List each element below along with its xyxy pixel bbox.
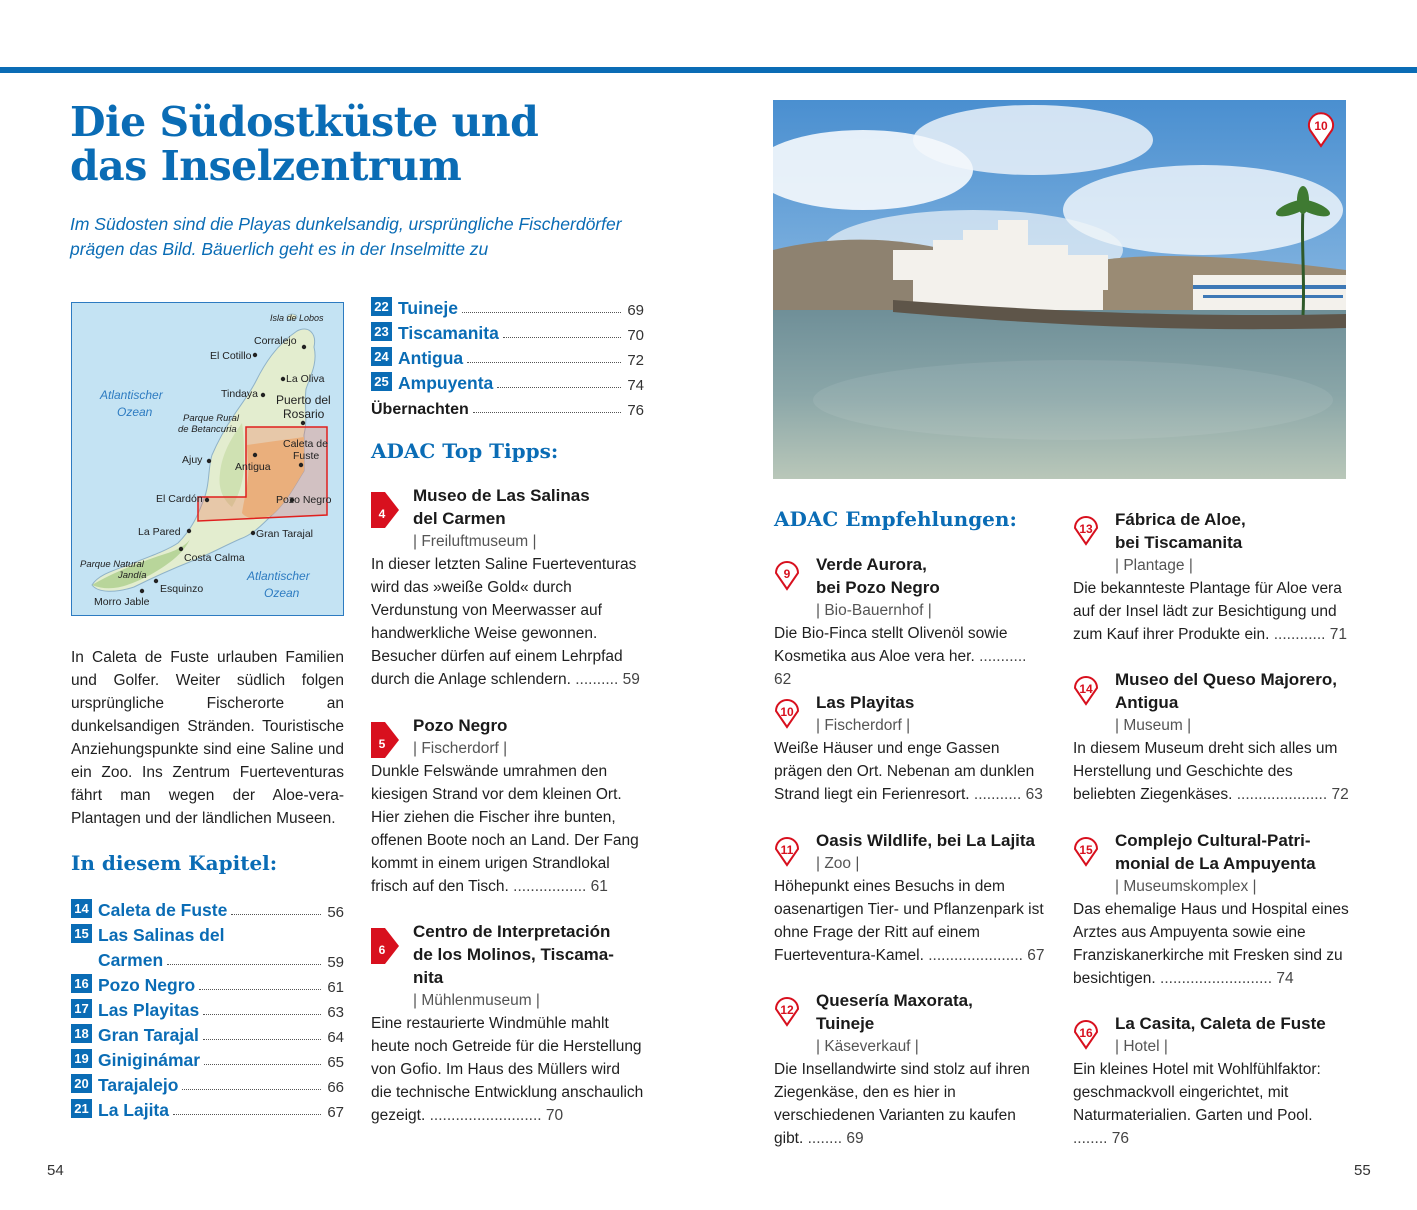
map-pin-icon [1073, 1016, 1099, 1050]
toc-number: 23 [371, 322, 392, 341]
pin-number: 14 [1079, 682, 1093, 696]
chapter-title-line2: das Inselzentrum [70, 142, 462, 190]
top-tipp-arrow-icon [371, 492, 399, 528]
map-pin-icon [1073, 672, 1099, 706]
empfehlung-text: Weiße Häuser und enge Gassen prägen den Ort. Nebenan am dunklen Strand liegt ein Ferienresort. ........... 63 [774, 740, 1043, 803]
top-tipp-number: 5 [378, 737, 386, 751]
toc-entry-uebernachten[interactable] [371, 394, 644, 419]
page-reference: ........ 69 [807, 1130, 864, 1147]
empfehlung-category: | Museumskomplex | [1115, 878, 1257, 895]
map-label-puerto-del-rosario-1: Puerto del [276, 393, 331, 407]
pin-number: 15 [1079, 843, 1093, 857]
toc-leader [497, 387, 621, 388]
top-tipp-item[interactable] [371, 920, 644, 1127]
toc-label: Tarajalejo [98, 1075, 179, 1095]
empfehlung-item[interactable] [774, 829, 1047, 967]
toc-label: Tiscamanita [398, 323, 499, 343]
toc-number: 24 [371, 347, 392, 366]
map-label-atlantischer-west: Atlantischer [100, 388, 163, 402]
pin-number: 16 [1079, 1026, 1093, 1040]
toc-label: Carmen [98, 950, 164, 970]
empfehlung-text: Ein kleines Hotel mit Wohlfühlfaktor: geschmackvoll eingerichtet, mit Naturmaterialien. Garten und Pool. ........ 76 [1073, 1061, 1321, 1147]
top-tipp-title: 6 Centro de Interpretación de los Molinos, Tiscama- nita [371, 920, 644, 989]
empfehlung-item[interactable] [774, 989, 1047, 1150]
chapter-toc-continued [371, 294, 644, 419]
page-reference: ........ 76 [1073, 1130, 1130, 1147]
toc-page: 63 [327, 1004, 344, 1021]
empfehlung-text: Höhepunkt eines Besuchs in dem oasenartigen Tier- und Pflanzenpark ist ohne Frage der Ritt auf einem Fuerteventura-Kamel. ...................... 67 [774, 878, 1045, 964]
top-tipp-arrow-icon [371, 928, 399, 964]
toc-leader [167, 964, 321, 965]
toc-page: 70 [627, 327, 644, 344]
top-tipp-text: Dunkle Felswände umrahmen den kiesigen Strand vor dem kleinen Ort. Hier ziehen die Fischer ihre bunten, offenen Boote noch an Land. Der Fang kommt in einem urigen Strandlokal frisch auf den Tisch. ................. 61 [371, 763, 639, 895]
toc-entry[interactable] [71, 1046, 344, 1071]
map-pin-icon [774, 557, 800, 591]
toc-leader [203, 1014, 321, 1015]
page-reference: .......... 59 [575, 671, 640, 688]
toc-number: 21 [71, 1099, 92, 1118]
page-number-left: 54 [47, 1162, 64, 1179]
pin-number: 13 [1079, 522, 1093, 536]
top-tipp-arrow-icon [371, 722, 399, 758]
toc-label: Giniginámar [98, 1050, 201, 1070]
toc-label: Caleta de Fuste [98, 900, 228, 920]
toc-leader [182, 1089, 321, 1090]
toc-label: Las Playitas [98, 1000, 200, 1020]
toc-label: Tuineje [398, 298, 458, 318]
toc-entry-continued[interactable] [71, 946, 344, 971]
empfehlung-category: | Käseverkauf | [816, 1038, 919, 1055]
toc-entry[interactable] [71, 1096, 344, 1121]
toc-label: Gran Tarajal [98, 1025, 199, 1045]
toc-leader [462, 312, 621, 313]
map-label-morro-jable: Morro Jable [94, 596, 150, 608]
top-tipp-item[interactable] [371, 484, 644, 691]
page-number-right: 55 [1354, 1162, 1371, 1179]
map-pin-icon [1307, 112, 1335, 148]
chapter-lead: Im Südosten sind die Playas dunkelsandig, ursprüngliche Fischerdörfer prägen das Bild. Bäuerlich geht es in der Inselmitte zu [70, 214, 622, 259]
toc-entry[interactable] [71, 1071, 344, 1096]
toc-number: 14 [71, 899, 92, 918]
empfehlung-category: | Museum | [1115, 717, 1192, 734]
map-label-parque-natural-2: Jandía [118, 570, 147, 581]
top-tipp-text: Eine restaurierte Windmühle mahlt heute noch Getreide für die Herstellung von Gofio. Im Haus des Müllers wird die technische Entwicklung anschaulich gezeigt. .......................... 70 [371, 1015, 644, 1124]
toc-entry[interactable] [71, 996, 344, 1021]
toc-entry[interactable] [71, 921, 344, 946]
top-tipp-category: | Freiluftmuseum | [413, 533, 537, 550]
empfehlung-item[interactable] [1073, 508, 1349, 646]
map-label-caleta-2: Fuste [293, 450, 320, 462]
las-playitas-photo [773, 100, 1346, 479]
map-label-parque-rural-2: de Betancuria [178, 424, 237, 435]
map-label-parque-rural-1: Parque Rural [183, 413, 239, 424]
toc-label: Ampuyenta [398, 373, 494, 393]
toc-page: 66 [327, 1079, 344, 1096]
map-label-puerto-del-rosario-2: Rosario [283, 407, 325, 421]
photo-pin-number: 10 [1314, 119, 1328, 133]
map-label-atlantischer-east: Atlantischer [247, 569, 310, 583]
toc-leader [203, 1039, 321, 1040]
empfehlung-text: Die bekannteste Plantage für Aloe vera auf der Insel lädt zur Besichtigung und zum Kauf ihrer Produkte ein. ............ 71 [1073, 580, 1347, 643]
map-pin-icon [774, 833, 800, 867]
map-pin-icon [1073, 833, 1099, 867]
toc-leader [231, 914, 321, 915]
toc-page: 56 [327, 904, 344, 921]
toc-page: 65 [327, 1054, 344, 1071]
toc-number: 15 [71, 924, 92, 943]
page-reference: ..................... 72 [1236, 786, 1349, 803]
top-tipp-title: 5 Pozo Negro [371, 714, 644, 737]
empfehlung-title: 14 Museo del Queso Majorero, Antigua [1073, 668, 1349, 714]
toc-number: 19 [71, 1049, 92, 1068]
empfehlung-item[interactable] [1073, 829, 1349, 990]
toc-number: 20 [71, 1074, 92, 1093]
empfehlung-category: | Fischerdorf | [816, 717, 911, 734]
page-reference: ...................... 67 [928, 947, 1045, 964]
empfehlung-title: 15 Complejo Cultural-Patri- monial de La Ampuyenta [1073, 829, 1349, 875]
page-reference: .......................... 74 [1160, 970, 1294, 987]
empfehlung-title: 9 Verde Aurora, bei Pozo Negro [774, 553, 1047, 599]
top-tipp-category: | Mühlenmuseum | [413, 992, 540, 1009]
empfehlung-item[interactable] [1073, 1012, 1349, 1150]
empfehlung-title: 13 Fábrica de Aloe, bei Tiscamanita [1073, 508, 1349, 554]
toc-entry[interactable] [371, 369, 644, 394]
map-label-caleta-1: Caleta de [283, 438, 328, 450]
empfehlung-item[interactable] [774, 691, 1047, 806]
top-tipp-category: | Fischerdorf | [413, 740, 508, 757]
map-label-ozean-west: Ozean [117, 405, 153, 419]
map-label-pozo-negro: Pozo Negro [276, 494, 332, 506]
map-label-tindaya: Tindaya [221, 388, 258, 400]
empfehlung-category: | Hotel | [1115, 1038, 1168, 1055]
empfehlung-text: Die Insellandwirte sind stolz auf ihren Ziegenkäse, den es hier in verschiedenen Varianten zu kaufen gibt. ........ 69 [774, 1061, 1030, 1147]
chapter-toc [71, 896, 344, 1121]
map-label-ajuy: Ajuy [182, 454, 203, 466]
toc-leader [473, 412, 622, 413]
toc-page: 69 [627, 302, 644, 319]
map-label-esquinzo: Esquinzo [160, 583, 204, 595]
page-reference: ............ 71 [1273, 626, 1347, 643]
toc-leader [199, 989, 321, 990]
empfehlung-title: 10 Las Playitas [774, 691, 1047, 714]
empfehlung-text: In diesem Museum dreht sich alles um Herstellung und Geschichte des beliebten Ziegenkäses. ..................... 72 [1073, 740, 1349, 803]
map-label-el-cardon: El Cardón [156, 493, 203, 505]
map-label-la-pared: La Pared [138, 526, 181, 538]
toc-leader [204, 1064, 321, 1065]
toc-leader [503, 337, 621, 338]
empfehlung-title: 11 Oasis Wildlife, bei La Lajita [774, 829, 1047, 852]
map-label-antigua: Antigua [235, 461, 271, 473]
page-reference: ........... 63 [973, 786, 1043, 803]
toc-page: 59 [327, 954, 344, 971]
toc-label: Pozo Negro [98, 975, 196, 995]
toc-entry[interactable] [71, 1021, 344, 1046]
map-label-la-oliva: La Oliva [286, 373, 325, 385]
toc-entry[interactable] [371, 319, 644, 344]
page-reference: .......................... 70 [429, 1107, 564, 1124]
toc-entry[interactable] [371, 294, 644, 319]
top-tipps-heading: ADAC Top Tipps: [371, 439, 559, 463]
intro-text: In Caleta de Fuste urlauben Familien und Golfer. Weiter südlich folgen ursprüngliche Fischerorte an dunkelsandigen Stränden. Touristische Anziehungspunkte sind eine Saline und ein Zoo. Ins Zentrum Fuerteventuras fährt man wegen der Aloe-vera-Plantagen und der ländlichen Museen. [71, 649, 344, 827]
top-tipp-title: 4 Museo de Las Salinas del Carmen [371, 484, 644, 530]
empfehlung-category: | Zoo | [816, 855, 860, 872]
map-label-ozean-east: Ozean [264, 586, 300, 600]
toc-page: 64 [327, 1029, 344, 1046]
toc-number: 25 [371, 372, 392, 391]
empfehlung-category: | Bio-Bauernhof | [816, 602, 932, 619]
map-label-costa-calma: Costa Calma [184, 552, 245, 564]
top-tipp-item[interactable] [371, 714, 644, 898]
map-label-el-cotillo: El Cotillo [210, 350, 252, 362]
chapter-contents-heading: In diesem Kapitel: [71, 851, 278, 875]
header-rule [0, 67, 1417, 73]
toc-page: 74 [627, 377, 644, 394]
toc-number: 18 [71, 1024, 92, 1043]
toc-label: Übernachten [371, 401, 469, 418]
chapter-title [70, 100, 710, 188]
pin-number: 10 [780, 705, 794, 719]
map-label-isla-de-lobos: Isla de Lobos [270, 313, 324, 323]
empfehlung-title: 16 La Casita, Caleta de Fuste [1073, 1012, 1349, 1035]
empfehlung-item[interactable] [774, 553, 1047, 691]
toc-label: La Lajita [98, 1100, 169, 1120]
toc-label: Las Salinas del [98, 925, 225, 945]
page-reference: ................. 61 [513, 878, 608, 895]
toc-leader [173, 1114, 321, 1115]
map-label-gran-tarajal: Gran Tarajal [256, 528, 314, 540]
empfehlung-category: | Plantage | [1115, 557, 1193, 574]
empfehlung-text: Das ehemalige Haus und Hospital eines Arztes aus Ampuyenta sowie eine Franziskanerkirche mit Fresken sind zu besichtigen. .......................... 74 [1073, 901, 1349, 987]
empfehlung-text: Die Bio-Finca stellt Olivenöl sowie Kosmetika aus Aloe vera her. ........... 62 [774, 625, 1027, 688]
page-reference: ........... 62 [774, 648, 1027, 688]
toc-number: 16 [71, 974, 92, 993]
pin-number: 9 [783, 567, 791, 581]
toc-entry[interactable] [371, 344, 644, 369]
toc-leader [467, 362, 621, 363]
toc-label: Antigua [398, 348, 464, 368]
toc-page: 61 [327, 979, 344, 996]
toc-entry[interactable] [71, 971, 344, 996]
toc-number: 22 [371, 297, 392, 316]
chapter-title-line1: Die Südostküste und [70, 98, 539, 146]
map-label-corralejo: Corralejo [254, 335, 297, 347]
top-tipp-number: 4 [378, 507, 386, 521]
toc-page: 67 [327, 1104, 344, 1121]
pin-number: 12 [780, 1003, 794, 1017]
map-pin-icon [774, 695, 800, 729]
empfehlungen-heading: ADAC Empfehlungen: [774, 507, 1017, 531]
top-tipp-number: 6 [378, 943, 386, 957]
pin-number: 11 [780, 843, 794, 857]
region-map [71, 302, 344, 616]
map-label-parque-natural-1: Parque Natural [80, 559, 144, 570]
top-tipp-text: In dieser letzten Saline Fuerteventuras wird das »weiße Gold« durch Verdunstung von Meerwasser auf handwerkliche Weise gewonnen. Besucher dürfen auf einem Lehrpfad durch die Anlage schlendern. .......... 59 [371, 556, 640, 688]
map-pin-icon [774, 993, 800, 1027]
map-pin-icon [1073, 512, 1099, 546]
empfehlung-title: 12 Quesería Maxorata, Tuineje [774, 989, 1047, 1035]
toc-number: 17 [71, 999, 92, 1018]
toc-page: 76 [627, 402, 644, 419]
toc-page: 72 [627, 352, 644, 369]
empfehlung-item[interactable] [1073, 668, 1349, 806]
toc-entry[interactable] [71, 896, 344, 921]
